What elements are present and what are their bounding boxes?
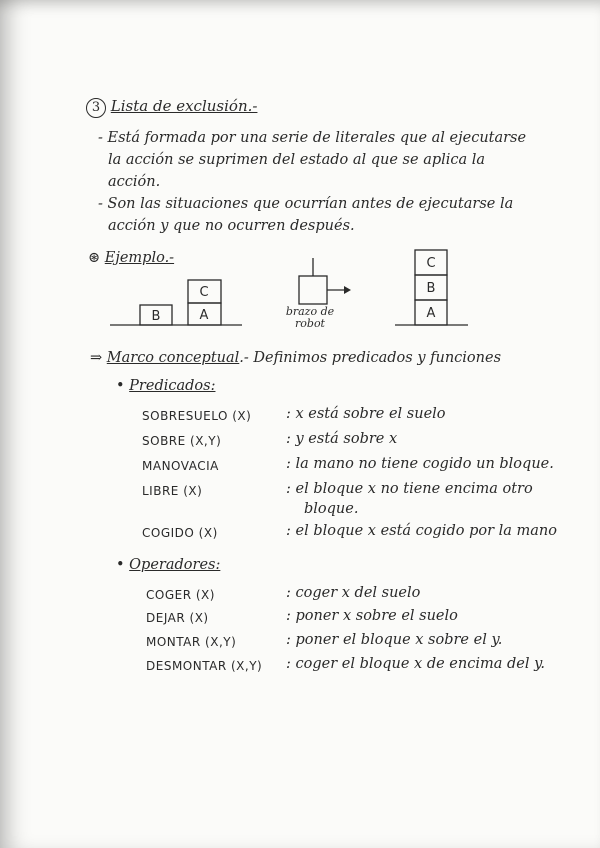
predicados-title: Predicados: (129, 378, 216, 394)
block-b-right-label: B (426, 281, 436, 296)
pred-3-name: MANOVACIA (142, 459, 219, 473)
bullet-1-line-2: la acción se suprimen del estado al que se aplica la (108, 152, 486, 168)
block-c-left-label: C (199, 285, 209, 300)
arm-gripper (299, 276, 327, 304)
op-3-desc: : poner el bloque x sobre el y. (286, 632, 503, 648)
block-c-right-label: C (426, 256, 436, 271)
arm-label-line-1: brazo de (285, 305, 335, 318)
marco-line (90, 350, 501, 366)
arm-arrow-head (344, 286, 351, 294)
bullet-1-line-3: acción. (108, 174, 161, 190)
bullet-2-line-1: - Son las situaciones que ocurrían antes de ejecutarse la (98, 196, 514, 212)
operadores-heading (116, 557, 220, 573)
marco-title: Marco conceptual (106, 350, 240, 366)
bullet-2-line-2: acción y que no ocurren después. (108, 218, 355, 234)
op-1-desc: : coger x del suelo (286, 585, 421, 601)
operadores-title: Operadores: (129, 557, 221, 573)
op-4-desc: : coger el bloque x de encima del y. (286, 656, 545, 672)
pred-5-desc: : el bloque x está cogido por la mano (286, 523, 557, 539)
block-a-right-label: A (426, 306, 436, 321)
predicados-heading (116, 378, 215, 394)
pred-4-desc-cont: bloque. (304, 501, 359, 517)
pred-1-desc: : x está sobre el suelo (286, 406, 446, 422)
op-2-name: DEJAR (X) (146, 611, 209, 625)
marco-rest: .- Definimos predicados y funciones (239, 350, 502, 366)
pred-5-name: COGIDO (X) (142, 526, 218, 540)
pred-2-name: SOBRE (X,Y) (142, 434, 222, 448)
implies-icon: ⇒ (90, 350, 103, 366)
pred-1-name: SOBRESUELO (X) (142, 409, 252, 423)
example-marker-icon: ⊛ (88, 250, 101, 266)
op-4-name: DESMONTAR (X,Y) (146, 659, 263, 673)
bullet-dot-icon: • (116, 378, 125, 394)
pred-2-desc: : y está sobre x (286, 431, 398, 447)
example-title: Ejemplo.- (104, 250, 175, 266)
pred-4-desc: : el bloque x no tiene encima otro (286, 481, 533, 497)
bullet-dot-icon: • (116, 557, 125, 573)
pred-3-desc: : la mano no tiene cogido un bloque. (286, 456, 554, 472)
op-3-name: MONTAR (X,Y) (146, 635, 237, 649)
section-title: Lista de exclusión.- (110, 97, 258, 115)
block-b-left-label: B (151, 309, 161, 324)
op-1-name: COGER (X) (146, 588, 215, 602)
section-number: 3 (86, 98, 106, 118)
bullet-1-line-1: - Está formada por una serie de literales que al ejecutarse (98, 130, 527, 146)
arm-label-line-2: robot (295, 317, 325, 330)
op-2-desc: : poner x sobre el suelo (286, 608, 458, 624)
pred-4-name: LIBRE (X) (142, 484, 203, 498)
block-a-left-label: A (199, 308, 209, 323)
